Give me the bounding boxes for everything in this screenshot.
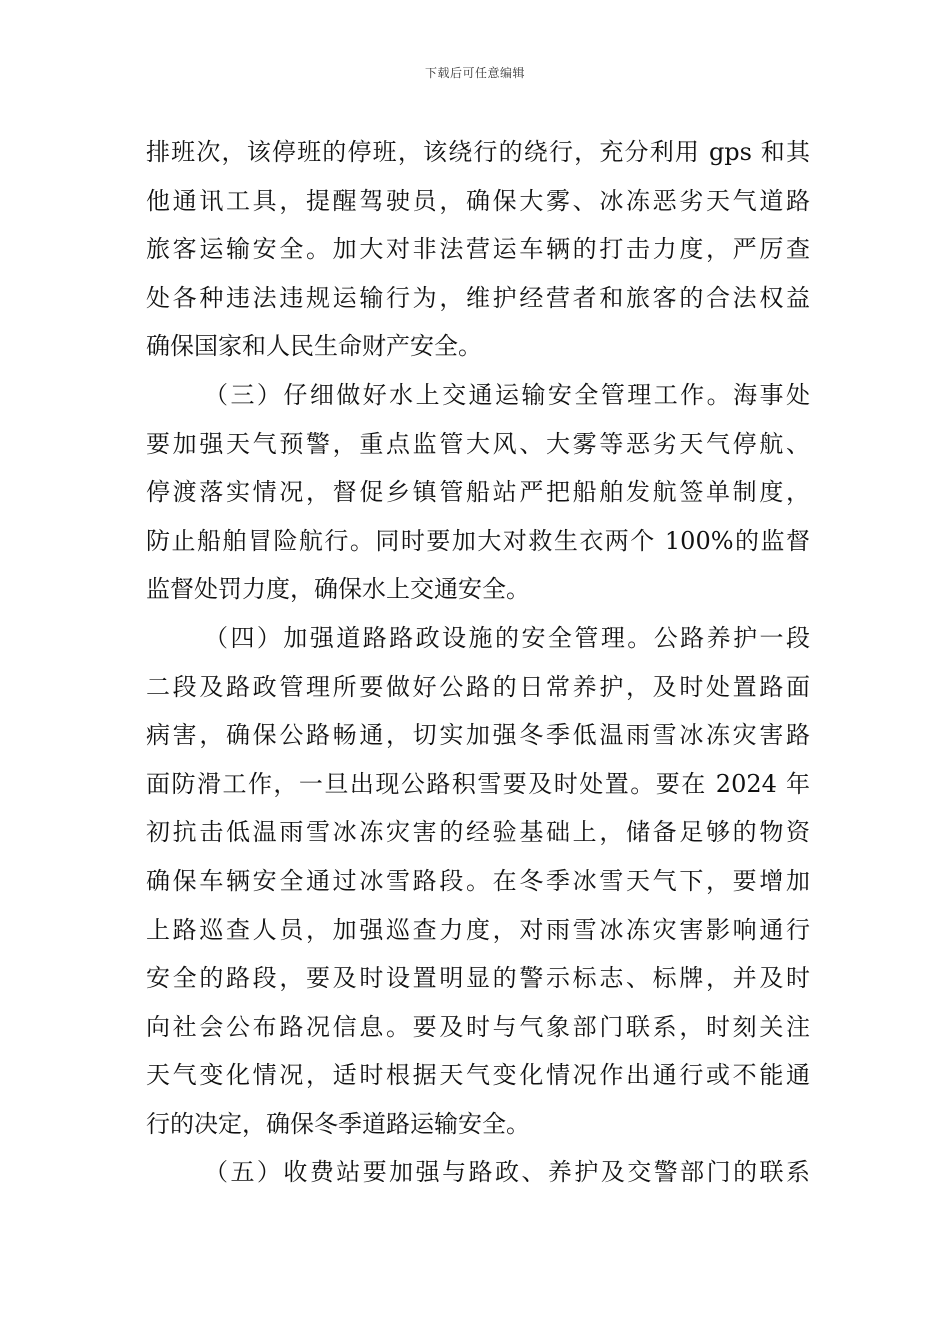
text-line: 确保国家和人民生命财产安全。 [146, 332, 482, 361]
text-line: 监督处罚力度，确保水上交通安全。 [146, 575, 530, 604]
text-line: 处各种违法违规运输行为，维护经营者和旅客的合法权益 [146, 283, 810, 312]
text-line: 向社会公布路况信息。要及时与气象部门联系，时刻关注 [146, 1012, 810, 1041]
text-line: 病害，确保公路畅通，切实加强冬季低温雨雪冰冻灾害路 [146, 721, 810, 750]
text-line: 防止船舶冒险航行。同时要加大对救生衣两个 100%的监督 [146, 526, 810, 555]
text-line: 面防滑工作，一旦出现公路积雪要及时处置。要在 2024 年 [146, 769, 810, 798]
text-line: 确保车辆安全通过冰雪路段。在冬季冰雪天气下，要增加 [146, 866, 810, 895]
text-line: （三）仔细做好水上交通运输安全管理工作。海事处 [204, 380, 810, 409]
text-line: 排班次，该停班的停班，该绕行的绕行，充分利用 gps 和其 [146, 138, 810, 166]
text-line: 上路巡查人员，加强巡查力度，对雨雪冰冻灾害影响通行 [146, 915, 810, 944]
text-line: 二段及路政管理所要做好公路的日常养护，及时处置路面 [146, 672, 810, 701]
page-header: 下载后可任意编辑 [424, 66, 525, 80]
text-line: 停渡落实情况，督促乡镇管船站严把船舶发航签单制度， [146, 478, 810, 507]
text-line: 安全的路段，要及时设置明显的警示标志、标牌，并及时 [146, 964, 810, 993]
text-line: 要加强天气预警，重点监管大风、大雾等恶劣天气停航、 [146, 429, 810, 458]
text-line: 天气变化情况，适时根据天气变化情况作出通行或不能通 [146, 1061, 810, 1090]
text-line: 他通讯工具，提醒驾驶员，确保大雾、冰冻恶劣天气道路 [146, 186, 810, 215]
text-line: 旅客运输安全。加大对非法营运车辆的打击力度，严厉查 [146, 235, 810, 264]
text-line: 行的决定，确保冬季道路运输安全。 [146, 1109, 530, 1138]
text-line: （四）加强道路路政设施的安全管理。公路养护一段 [204, 623, 810, 652]
document-body [146, 128, 810, 1197]
text-line: （五）收费站要加强与路政、养护及交警部门的联系 [204, 1158, 810, 1187]
text-line: 初抗击低温雨雪冰冻灾害的经验基础上，储备足够的物资 [146, 818, 810, 847]
